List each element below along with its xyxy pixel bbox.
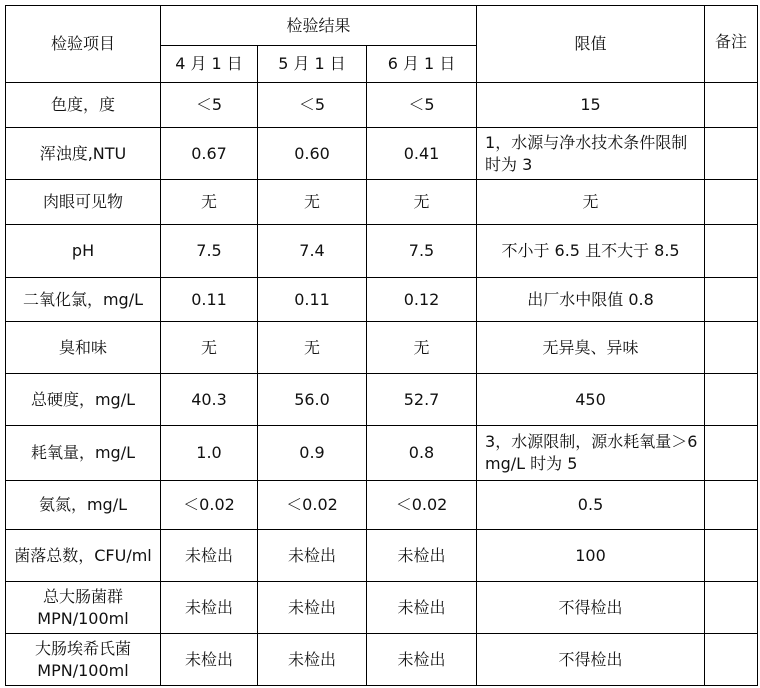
cell-limit: 100 <box>477 530 705 582</box>
header-remark: 备注 <box>705 6 758 83</box>
cell-item: 总大肠菌群 MPN/100ml <box>6 582 161 634</box>
cell-remark <box>705 481 758 530</box>
table-row <box>6 426 758 481</box>
cell-value-3: 0.8 <box>367 426 477 481</box>
table-row <box>6 180 758 225</box>
cell-value-3: 无 <box>367 322 477 374</box>
cell-item: 大肠埃希氏菌 MPN/100ml <box>6 634 161 686</box>
cell-value-1: ＜0.02 <box>161 481 258 530</box>
cell-remark <box>705 225 758 278</box>
cell-value-3: 52.7 <box>367 374 477 426</box>
cell-remark <box>705 426 758 481</box>
cell-value-3: 未检出 <box>367 530 477 582</box>
table-row <box>6 322 758 374</box>
cell-value-3: ＜0.02 <box>367 481 477 530</box>
table-row <box>6 374 758 426</box>
table-row <box>6 530 758 582</box>
cell-value-3: ＜5 <box>367 83 477 128</box>
cell-remark <box>705 374 758 426</box>
table-row <box>6 582 758 634</box>
cell-value-3: 7.5 <box>367 225 477 278</box>
cell-remark <box>705 634 758 686</box>
table-row <box>6 634 758 686</box>
cell-value-1: 无 <box>161 322 258 374</box>
cell-value-2: ＜5 <box>258 83 367 128</box>
cell-value-3: 未检出 <box>367 634 477 686</box>
cell-remark <box>705 322 758 374</box>
table-row <box>6 83 758 128</box>
cell-value-1: 40.3 <box>161 374 258 426</box>
cell-value-2: 0.60 <box>258 128 367 180</box>
cell-value-1: 无 <box>161 180 258 225</box>
cell-remark <box>705 83 758 128</box>
cell-item: 总硬度，mg/L <box>6 374 161 426</box>
cell-remark <box>705 530 758 582</box>
cell-remark <box>705 128 758 180</box>
cell-item: 菌落总数，CFU/ml <box>6 530 161 582</box>
cell-item: 肉眼可见物 <box>6 180 161 225</box>
header-date-3: 6 月 1 日 <box>367 46 477 83</box>
table-row <box>6 225 758 278</box>
cell-value-2: ＜0.02 <box>258 481 367 530</box>
cell-value-2: 0.11 <box>258 278 367 322</box>
cell-value-2: 未检出 <box>258 582 367 634</box>
header-row-1 <box>6 6 758 46</box>
cell-value-1: 未检出 <box>161 530 258 582</box>
cell-value-1: 未检出 <box>161 582 258 634</box>
cell-remark <box>705 582 758 634</box>
cell-value-1: 1.0 <box>161 426 258 481</box>
cell-value-2: 无 <box>258 322 367 374</box>
header-item: 检验项目 <box>6 6 161 83</box>
header-limit: 限值 <box>477 6 705 83</box>
cell-value-2: 0.9 <box>258 426 367 481</box>
cell-value-2: 未检出 <box>258 530 367 582</box>
table-row <box>6 128 758 180</box>
header-date-1: 4 月 1 日 <box>161 46 258 83</box>
cell-item: 色度，度 <box>6 83 161 128</box>
header-results: 检验结果 <box>161 6 477 46</box>
cell-value-3: 0.41 <box>367 128 477 180</box>
cell-limit: 无异臭、异味 <box>477 322 705 374</box>
cell-item: pH <box>6 225 161 278</box>
cell-value-3: 0.12 <box>367 278 477 322</box>
cell-limit: 1，水源与净水技术条件限制时为 3 <box>477 128 705 180</box>
cell-value-3: 无 <box>367 180 477 225</box>
cell-item: 氨氮，mg/L <box>6 481 161 530</box>
cell-remark <box>705 180 758 225</box>
cell-limit: 不得检出 <box>477 634 705 686</box>
cell-item: 二氧化氯，mg/L <box>6 278 161 322</box>
table-row <box>6 481 758 530</box>
cell-limit: 3，水源限制，源水耗氧量＞6 mg/L 时为 5 <box>477 426 705 481</box>
cell-value-3: 未检出 <box>367 582 477 634</box>
cell-limit: 不得检出 <box>477 582 705 634</box>
cell-item: 臭和味 <box>6 322 161 374</box>
cell-limit: 不小于 6.5 且不大于 8.5 <box>477 225 705 278</box>
cell-limit: 450 <box>477 374 705 426</box>
table-row <box>6 278 758 322</box>
cell-value-1: 7.5 <box>161 225 258 278</box>
cell-value-1: 0.67 <box>161 128 258 180</box>
cell-value-2: 7.4 <box>258 225 367 278</box>
cell-remark <box>705 278 758 322</box>
cell-value-1: 0.11 <box>161 278 258 322</box>
cell-item: 浑浊度,NTU <box>6 128 161 180</box>
cell-value-2: 未检出 <box>258 634 367 686</box>
cell-limit: 出厂水中限值 0.8 <box>477 278 705 322</box>
cell-value-1: 未检出 <box>161 634 258 686</box>
cell-limit: 15 <box>477 83 705 128</box>
header-date-2: 5 月 1 日 <box>258 46 367 83</box>
water-quality-table <box>5 5 758 686</box>
cell-value-2: 56.0 <box>258 374 367 426</box>
cell-value-1: ＜5 <box>161 83 258 128</box>
cell-item: 耗氧量，mg/L <box>6 426 161 481</box>
cell-value-2: 无 <box>258 180 367 225</box>
cell-limit: 无 <box>477 180 705 225</box>
cell-limit: 0.5 <box>477 481 705 530</box>
